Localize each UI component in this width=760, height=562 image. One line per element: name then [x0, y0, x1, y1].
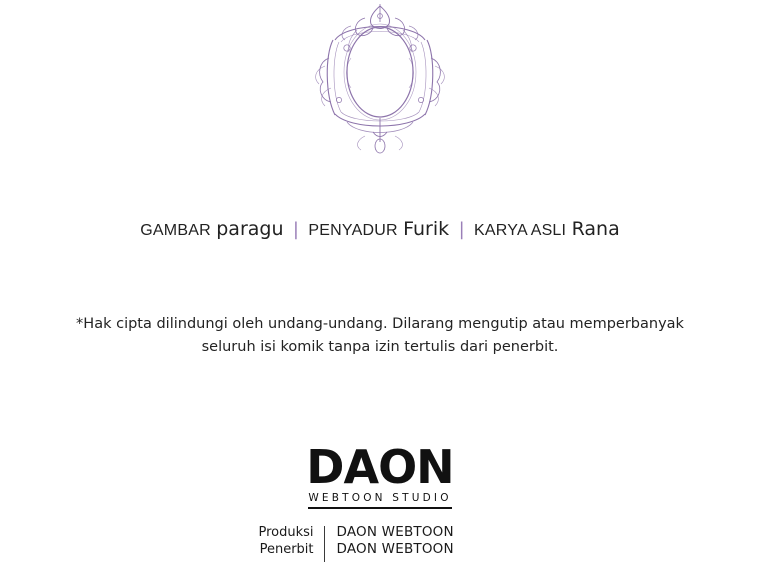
value-production: DAON WEBTOON	[336, 524, 454, 540]
copyright-notice	[0, 313, 760, 359]
copyright-line-2: seluruh isi komik tanpa izin tertulis dari penerbit.	[201, 339, 559, 355]
production-credits	[0, 524, 760, 562]
value-publisher: DAON WEBTOON	[336, 541, 454, 557]
credit-adapter-name: Furik	[403, 218, 450, 240]
studio-logo-subtitle: WEBTOON STUDIO	[308, 492, 452, 504]
studio-logo-underline	[308, 507, 452, 509]
credit-artist-name: paragu	[216, 218, 284, 240]
label-production: Produksi	[258, 525, 314, 540]
credit-role-original-label: KARYA ASLI	[474, 222, 567, 239]
production-credits-divider	[324, 526, 325, 562]
copyright-line-1: *Hak cipta dilindungi oleh undang-undang. Dilarang mengutip atau memperbanyak	[76, 316, 684, 332]
production-credits-values	[337, 524, 517, 558]
credit-separator-1: |	[292, 219, 299, 240]
studio-logo-wordmark: DAON	[306, 440, 454, 494]
credit-separator-2: |	[458, 219, 465, 240]
credits-line	[0, 218, 760, 242]
credit-role-adapter-label: PENYADUR	[308, 222, 398, 239]
studio-logo	[230, 440, 530, 509]
label-publisher: Penerbit	[259, 542, 314, 557]
credit-original-author-name: Rana	[571, 218, 620, 240]
decorative-floral-frame-icon	[295, 0, 465, 155]
production-credits-labels	[244, 524, 314, 558]
credit-role-artist-label: GAMBAR	[140, 222, 211, 239]
